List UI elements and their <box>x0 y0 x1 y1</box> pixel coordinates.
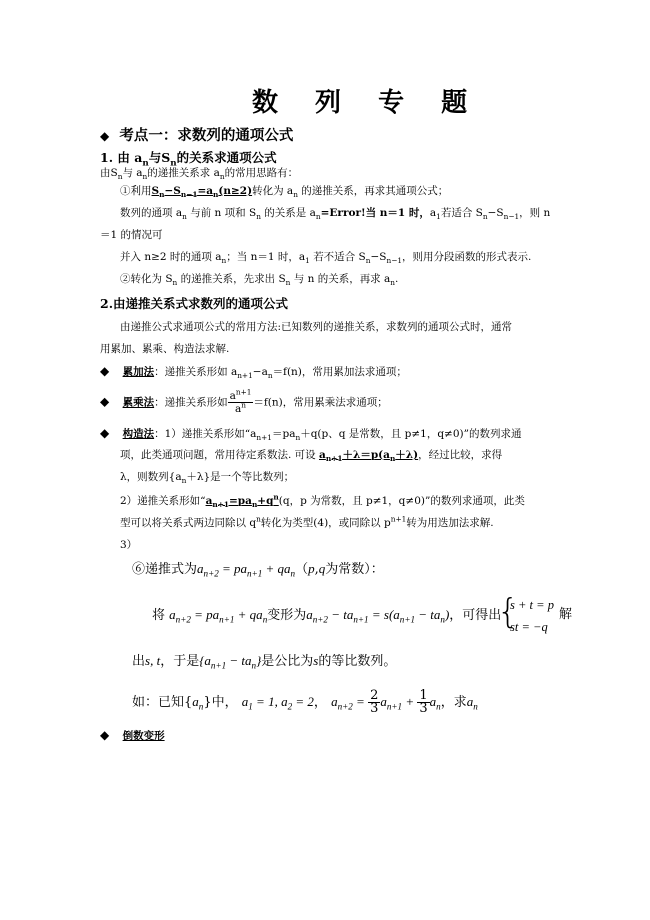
bullet-diamond-icon: ◆ <box>100 364 110 378</box>
system-brace: { <box>497 592 519 632</box>
recursion-type-6: ⑥递推式为$a_{n+2} = pa_{n+1} + qa_n(p,q$为常数）： <box>132 561 384 579</box>
bullet-diamond-icon: ◆ <box>100 129 110 143</box>
method-construct-line-2: 项，此类通项问题，常用待定系数法. 可设 $a_{n+1}+\lambda=p(a_n+\lambda)$，经过比较，求得 <box>120 449 503 464</box>
method-multiply: ◆ 累乘法：递推关系形如 $\frac{a^{n+1}}{a^n}$ ＝f(n)，常用累乘法求通项； <box>100 387 388 415</box>
subsection-heading-1: 1. 由 $a_n$与$S_n$的关系求通项公式 <box>100 150 277 169</box>
paragraph-intro: 由$S_n$与 $a_n$的递推关系求 $a_n$的常用思路有： <box>100 167 299 182</box>
paragraph-line-2: 数列的通项 $a_n$ 与前 n 项和 $S_n$ 的关系是 $a_n=Error$!当 n＝1 时，$a_1$若适合 $S_n-S_{n-1}$，则 n <box>120 207 551 222</box>
bullet-diamond-icon: ◆ <box>100 728 110 742</box>
subsection-heading-2: 2.由递推关系式求数列的通项公式 <box>100 296 289 311</box>
paragraph-line-4: ②转化为 $S_n$ 的递推关系，先求出 $S_n$ 与 n 的关系，再求 $a_n$. <box>120 273 399 288</box>
page-title: 数 列 专 题 <box>252 88 482 118</box>
section-heading-1: ◆ 考点一：求数列的通项公式 <box>100 127 294 144</box>
bullet-diamond-icon: ◆ <box>100 394 110 409</box>
paragraph-line-1: ①利用$S_n-S_{n-1}=a_n(n\ge 2)$转化为 $a_n$ 的递推关系，再求其通项公式； <box>120 185 449 200</box>
method-construct-line-4: 2）递推关系形如“$a_{n+1}=pa_n+q^n(q$，p 为常数，且 p≠1，q≠0)”的数列求通项，此类 <box>120 492 525 510</box>
paragraph-line-3: 并入 n≥2 时的通项 $a_n$；当 n＝1 时，$a_1$ 若不适合 $S_n-S_{n-1}$，则用分段函数的形式表示. <box>120 251 532 266</box>
bullet-diamond-icon: ◆ <box>100 426 110 440</box>
method-construct-line-1: ◆ 构造法：1）递推关系形如“$a_{n+1}=pa_n+q(p$、q 是常数，且 p≠1，q≠0)”的数列求通 <box>100 426 522 443</box>
method-reciprocal: ◆ 倒数变形 <box>100 728 165 742</box>
paragraph-method-intro-cont: 用累加、累乘、构造法求解. <box>100 343 230 355</box>
paragraph-line-2-cont: ＝1 的情况可 <box>100 229 163 241</box>
example-line: 如：已知$\{a_n\}$中， $a_1 = 1$, $a_2 = 2$， $a_{n+2}$ = $\frac{2}{3}$ $a_{n+1}$ + $\frac{1}{3}$ $a_n$，求$a_n$ <box>132 688 478 716</box>
transform-line: 将 $a_{n+2} = pa_{n+1} + qa_n$变形为$a_{n+2} - ta_{n+1} = s(a_{n+1} - ta_n)$，可得出 <box>152 607 502 625</box>
system-eq-1: s + t = p <box>510 598 554 612</box>
method-construct-line-5: 型可以将关系式两边同除以 $q^n$转化为类型(4)，或同除以 $p^{n+1}$转为用迭加法求解. <box>120 514 494 529</box>
transform-line-tail: 解 <box>559 607 573 622</box>
paragraph-method-intro: 由递推公式求通项公式的常用方法:已知数列的递推关系，求数列的通项公式时，通常 <box>120 321 513 333</box>
ratio-fraction: $\frac{a^{n+1}}{a^n}$ <box>229 387 252 415</box>
conclusion-line: 出s, t，于是$\{a_{n+1} - ta_n\}$是公比为s的等比数列。 <box>132 653 397 671</box>
system-eq-2: st = −q <box>510 620 548 634</box>
method-construct-line-6: 3） <box>120 539 138 551</box>
fraction-two-thirds: $\frac{2}{3}$ <box>370 688 379 716</box>
method-accumulate: ◆ 累加法：递推关系形如 $a_{n+1}-a_n=f(n)$，常用累加法求通项； <box>100 364 407 381</box>
fraction-one-third: $\frac{1}{3}$ <box>419 688 428 716</box>
method-construct-line-3: λ，则数列$\{a_n+\lambda\}$是一个等比数列； <box>120 471 295 486</box>
